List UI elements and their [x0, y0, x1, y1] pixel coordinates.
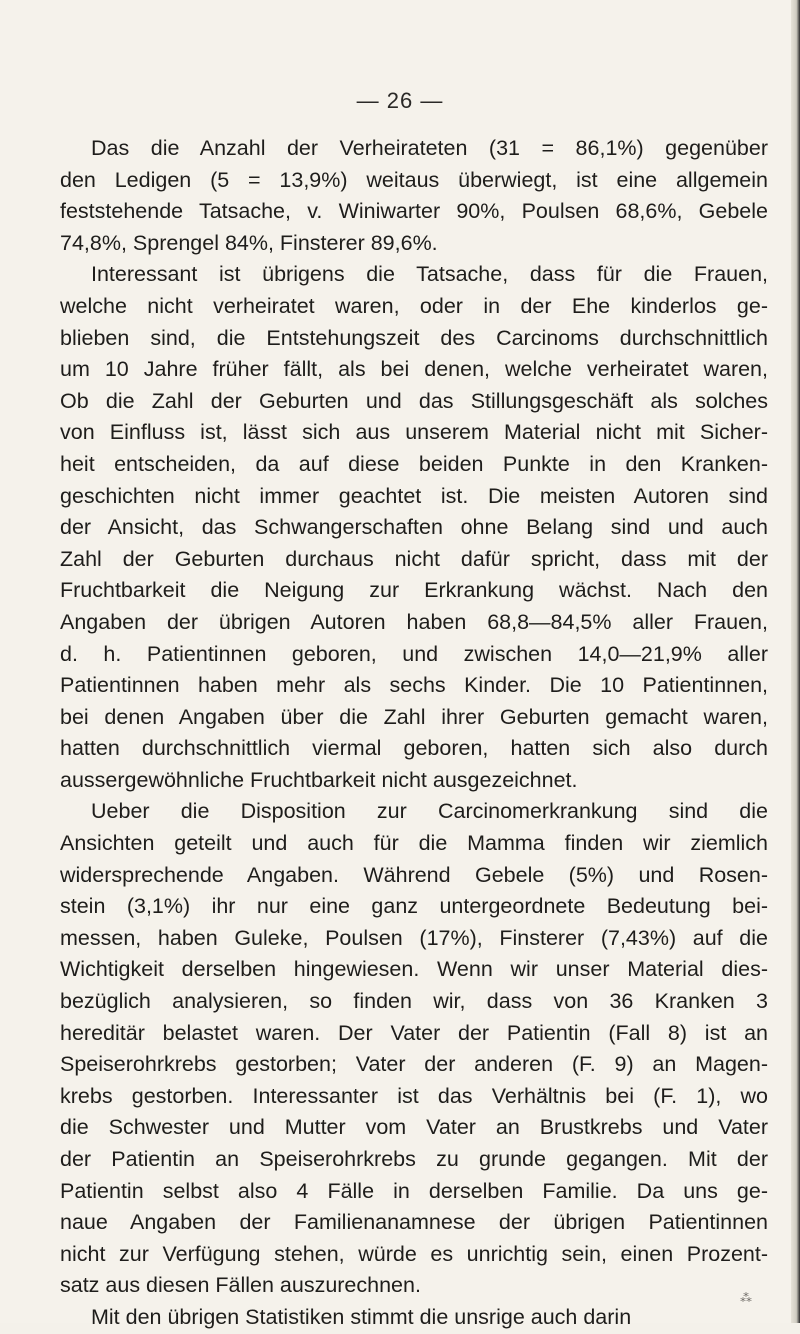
- text-line: aussergewöhnliche Fruchtbarkeit nicht ausgezeichnet.: [60, 767, 578, 792]
- scan-edge-shadow: [791, 0, 800, 1323]
- text-line: naue Angaben der Familienanamnese der übrigen Patientinnen: [60, 1210, 768, 1235]
- text-line: Fruchtbarkeit die Neigung zur Erkrankung wächst. Nach den: [60, 578, 768, 603]
- text-line: Das die Anzahl der Verheirateten (31 = 86,1%) gegenüber: [91, 136, 768, 160]
- text-line: bei denen Angaben über die Zahl ihrer Geburten gemacht waren,: [60, 704, 768, 729]
- text-line: widersprechende Angaben. Während Gebele (5%) und Rosen-: [60, 862, 768, 887]
- text-line: hatten durchschnittlich viermal geboren, hatten sich also durch: [60, 736, 768, 761]
- text-line: 74,8%, Sprengel 84%, Finsterer 89,6%.: [60, 230, 438, 255]
- text-line: welche nicht verheiratet waren, oder in der Ehe kinderlos ge-: [60, 293, 768, 318]
- text-line: Angaben der übrigen Autoren haben 68,8—84,5% aller Frauen,: [60, 609, 768, 634]
- text-line: der Ansicht, das Schwangerschaften ohne Belang sind und auch: [60, 515, 768, 540]
- text-line: um 10 Jahre früher fällt, als bei denen, welche verheiratet waren,: [60, 357, 768, 382]
- text-line: Interessant ist übrigens die Tatsache, dass für die Frauen,: [91, 262, 768, 287]
- text-line: stein (3,1%) ihr nur eine ganz untergeordnete Bedeutung bei-: [60, 894, 768, 919]
- text-line: d. h. Patientinnen geboren, und zwischen 14,0—21,9% aller: [60, 641, 768, 666]
- text-line: Wichtigkeit derselben hingewiesen. Wenn wir unser Material dies-: [60, 957, 768, 982]
- print-mark: ⁂: [740, 1291, 752, 1305]
- text-line: satz aus diesen Fällen auszurechnen.: [60, 1273, 421, 1298]
- text-line: der Patientin an Speiserohrkrebs zu grunde gegangen. Mit der: [60, 1147, 768, 1171]
- text-line: nicht zur Verfügung stehen, würde es unrichtig sein, einen Prozent-: [60, 1241, 768, 1266]
- text-line: Speiserohrkrebs gestorben; Vater der anderen (F. 9) an Magen-: [60, 1052, 768, 1077]
- text-line: Ansichten geteilt und auch für die Mamma finden wir ziemlich: [60, 831, 768, 856]
- text-line: die Schwester und Mutter vom Vater an Brustkrebs und Vater: [60, 1115, 768, 1140]
- text-line: Ueber die Disposition zur Carcinomerkrankung sind die: [91, 799, 768, 824]
- body-text: [60, 133, 768, 1334]
- text-line: heit entscheiden, da auf diese beiden Punkte in den Kranken-: [60, 451, 768, 476]
- page-number: — 26 —: [356, 88, 444, 113]
- text-line: hereditär belastet waren. Der Vater der Patientin (Fall 8) ist an: [60, 1020, 768, 1045]
- text-line: Zahl der Geburten durchaus nicht dafür spricht, dass mit der: [60, 546, 768, 571]
- text-line: bezüglich analysieren, so finden wir, dass von 36 Kranken 3: [60, 989, 768, 1014]
- text-line: Patientin selbst also 4 Fälle in derselben Familie. Da uns ge-: [60, 1178, 768, 1203]
- text-line: geschichten nicht immer geachtet ist. Die meisten Autoren sind: [60, 483, 768, 508]
- text-line: Patientinnen haben mehr als sechs Kinder. Die 10 Patientinnen,: [60, 673, 768, 698]
- text-line: von Einfluss ist, lässt sich aus unserem Material nicht mit Sicher-: [60, 420, 768, 445]
- text-line: blieben sind, die Entstehungszeit des Carcinoms durchschnittlich: [60, 325, 768, 350]
- text-line: feststehende Tatsache, v. Winiwarter 90%, Poulsen 68,6%, Gebele: [60, 199, 768, 224]
- text-line: krebs gestorben. Interessanter ist das Verhältnis bei (F. 1), wo: [60, 1083, 768, 1108]
- text-line: messen, haben Guleke, Poulsen (17%), Finsterer (7,43%) auf die: [60, 925, 768, 950]
- text-line: Ob die Zahl der Geburten und das Stillungsgeschäft als solches: [60, 388, 768, 413]
- text-line: Mit den übrigen Statistiken stimmt die unsrige auch darin: [91, 1304, 632, 1329]
- text-line: den Ledigen (5 = 13,9%) weitaus überwiegt, ist eine allgemein: [60, 167, 768, 192]
